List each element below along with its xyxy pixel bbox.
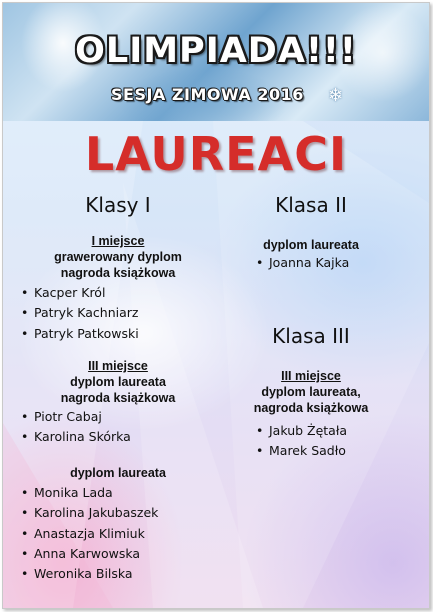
snowflake-icon: ❄ bbox=[328, 85, 344, 106]
names-list bbox=[21, 407, 131, 448]
list-item: • Joanna Kajka bbox=[256, 253, 349, 273]
section-award-title bbox=[23, 233, 213, 281]
award-line: nagroda książkowa bbox=[60, 391, 176, 405]
list-item: • Piotr Cabaj bbox=[21, 407, 131, 427]
award-line: dyplom laureata bbox=[263, 238, 359, 252]
section-award-title bbox=[23, 358, 213, 406]
list-item: • Patryk Kachniarz bbox=[21, 303, 139, 323]
left-column-heading: Klasy I bbox=[85, 193, 151, 217]
right-column-heading-a: Klasa II bbox=[275, 193, 347, 217]
list-item: • Kacper Król bbox=[21, 283, 139, 303]
banner-subtitle: SESJA ZIMOWA 2016 bbox=[111, 85, 304, 104]
award-line: dyplom laureata bbox=[70, 375, 166, 389]
section-award-title bbox=[23, 465, 213, 481]
banner-title: OLIMPIADA!!! bbox=[75, 31, 357, 71]
list-item: • Weronika Bilska bbox=[21, 564, 158, 584]
section-place: I miejsce bbox=[91, 234, 145, 248]
award-line: grawerowany dyplom bbox=[54, 250, 182, 264]
list-item: • Jakub Żętała bbox=[256, 421, 347, 441]
award-line: nagroda książkowa bbox=[60, 266, 176, 280]
poster bbox=[2, 2, 430, 609]
page-title: LAUREACI bbox=[84, 127, 348, 181]
list-item: • Anna Karwowska bbox=[21, 544, 158, 564]
section-place: III miejsce bbox=[88, 359, 148, 373]
section-place: III miejsce bbox=[281, 369, 341, 383]
names-list bbox=[21, 283, 139, 344]
award-line: nagroda książkowa bbox=[253, 401, 369, 415]
list-item: • Karolina Skórka bbox=[21, 427, 131, 447]
names-list bbox=[256, 253, 349, 273]
list-item: • Marek Sadło bbox=[256, 441, 347, 461]
section-award-title bbox=[221, 237, 401, 253]
list-item: • Monika Lada bbox=[21, 483, 158, 503]
award-line: dyplom laureata, bbox=[261, 385, 361, 399]
list-item: • Karolina Jakubaszek bbox=[21, 503, 158, 523]
list-item: • Patryk Patkowski bbox=[21, 324, 139, 344]
list-item: • Anastazja Klimiuk bbox=[21, 524, 158, 544]
section-award-title bbox=[221, 368, 401, 416]
names-list bbox=[256, 421, 347, 462]
right-column-heading-b: Klasa III bbox=[272, 324, 350, 348]
award-line: dyplom laureata bbox=[70, 466, 166, 480]
header-banner bbox=[3, 3, 429, 121]
names-list bbox=[21, 483, 158, 584]
